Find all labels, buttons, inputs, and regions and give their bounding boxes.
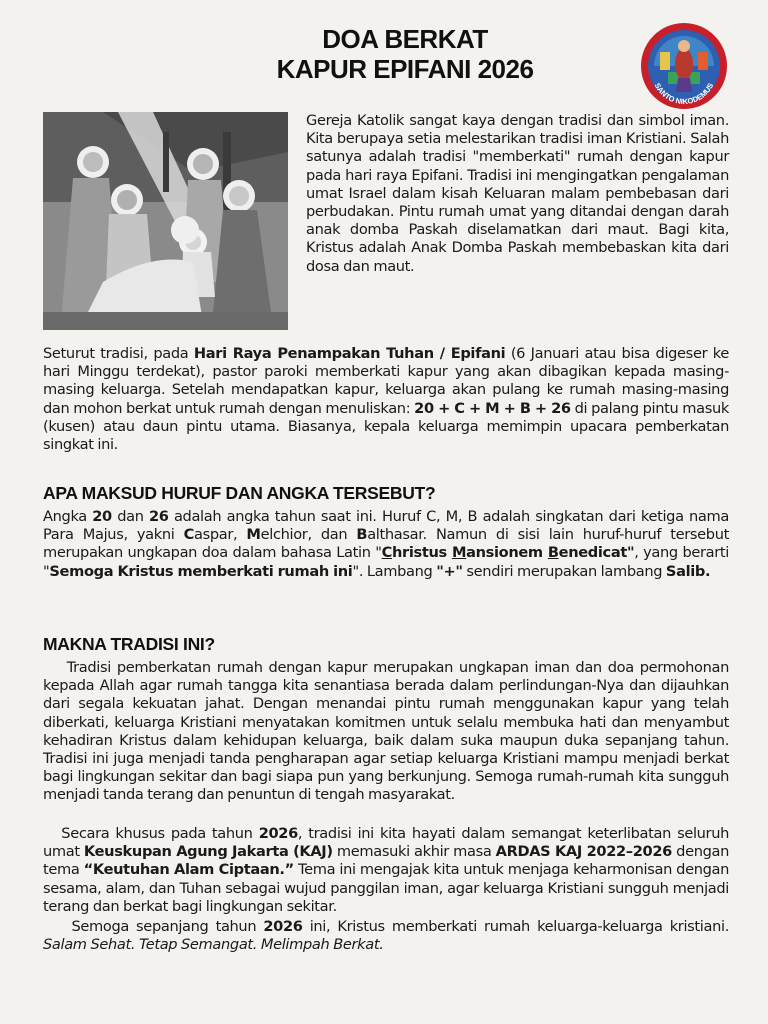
title-line-2: KAPUR EPIFANI 2026 (276, 54, 534, 84)
text-run: Angka (43, 508, 93, 525)
text-run: memasuki akhir masa (332, 843, 496, 861)
text-run: Secara khusus pada tahun (43, 825, 259, 842)
text-run: Salib. (665, 562, 711, 580)
section-heading-meaning-letters: APA MAKSUD HURUF DAN ANGKA TERSEBUT? (43, 483, 436, 503)
text-run: elchior, dan (260, 526, 357, 544)
text-run: adalah angka tahun saat ini. Huruf C, M, B adalah singkatan dari ketiga nama Para Majus, yakni (43, 508, 729, 544)
closing-paragraph (43, 918, 737, 954)
text-run: 20 (92, 508, 112, 525)
text-run: , tradisi ini kita hayati dalam semangat keterlibatan seluruh umat (43, 825, 733, 861)
text-run: M (246, 526, 261, 544)
text-run: 2026 (263, 918, 303, 935)
page-title (200, 24, 610, 84)
text-run: “Keutuhan Alam Ciptaan.” (83, 861, 294, 879)
intro-paragraph (306, 112, 729, 276)
logo-text: SANTO NIKODEMUS (652, 81, 716, 107)
text-run: althasar. Namun di sisi lain huruf-huruf tersebut merupakan ungkapan doa dalam bahasa Latin " (43, 526, 729, 562)
title-line-1: DOA BERKAT (322, 24, 488, 54)
text-run: M (451, 544, 467, 562)
parish-logo (640, 22, 728, 110)
text-run: 20 + C + M + B + 26 (414, 399, 571, 417)
text-run: dengan tema (43, 843, 733, 879)
text-run: aspar, (193, 526, 247, 544)
text-run: C (381, 544, 392, 562)
text-run: di palang pintu masuk (kusen) atau daun pintu utama. Biasanya, kepala keluarga memimpin upacara pemberkatan singkat ini. (43, 399, 729, 454)
text-run: hristus (391, 544, 452, 562)
text-run: B (356, 526, 368, 544)
text-run: Gereja Katolik sangat kaya dengan tradisi dan simbol iman. Kita berupaya setia melestarikan tradisi iman Kristiani. Salah satunya adalah tradisi "memberkati" rumah dengan kapur pada hari raya Epifani. Tradisi ini mengingatkan pengalaman umat Israel dalam kisah Keluaran malam pembebasan dari perbudakan. Pintu rumah umat yang ditandai dengan darah anak domba Paskah diselamatkan dari maut. Bagi kita, Kristus adalah Anak Domba Paskah membebaskan kita dari dosa dan maut. (306, 112, 729, 275)
text-run: dan (111, 508, 149, 525)
text-run: "+" (436, 562, 463, 580)
text-run: ARDAS KAJ 2022–2026 (495, 843, 672, 861)
text-run: sendiri merupakan lambang (462, 562, 666, 580)
text-run: 26 (148, 508, 169, 525)
text-run: Tema ini mengajak kita untuk menjaga keharmonisan dengan sesama, alam, dan Tuhan sebagai wujud panggilan iman, agar keluarga Kristiani sungguh menjadi terang dan berkat bagi lingkungan sekitar. (43, 861, 733, 915)
text-run: 2026 (258, 825, 298, 842)
text-run: ini, Kristus memberkati rumah keluarga-keluarga kristiani. (302, 918, 737, 935)
section-heading-meaning-tradition: MAKNA TRADISI INI? (43, 634, 215, 654)
text-run: enedicat" (558, 544, 635, 562)
text-run: , yang berarti " (43, 544, 729, 580)
letters-paragraph (43, 508, 729, 581)
text-run: (6 Januari atau bisa digeser ke hari Minggu terdekat), pastor paroki memberkati kapur yang akan dibagikan kepada masing-masing keluarga. Setelah mendapatkan kapur, keluarga akan pulang ke rumah masing-masing dan mohon berkat untuk rumah dengan menuliskan: (43, 345, 729, 417)
nativity-illustration (43, 112, 288, 330)
text-run: ansionem (466, 544, 548, 562)
tradition-paragraph (43, 345, 729, 454)
text-run: Tradisi pemberkatan rumah dengan kapur merupakan ungkapan iman dan doa permohonan kepada Allah agar rumah tangga kita senantiasa berada dalam perlindungan-Nya dan dijauhkan dari segala kekuatan jahat. Dengan menandai pintu rumah menggunakan kapur yang telah diberkati, keluarga Kristiani menyatakan komitmen untuk selalu membuka hati dan menyambut kehadiran Kristus dalam kehidupan keluarga, baik dalam suka maupun duka sepanjang tahun. Tradisi ini juga menjadi tanda pengharapan agar setiap keluarga Kristiani mampu menjadi berkat bagi lingkungan sekitar dan bagi siapa pun yang berkunjung. Semoga rumah-rumah kita sungguh menjadi tanda terang dan penuntun di tengah masyarakat. (43, 659, 733, 804)
text-run: C (183, 526, 194, 544)
tradition-meaning-paragraph-2 (43, 825, 733, 916)
text-run: Salam Sehat. Tetap Semangat. Melimpah Berkat. (43, 936, 384, 954)
text-run: Keuskupan Agung Jakarta (KAJ) (83, 843, 333, 861)
text-run: Seturut tradisi, pada (43, 345, 194, 362)
text-run: ". Lambang (352, 562, 437, 580)
text-run: Semoga Kristus memberkati rumah ini (49, 562, 353, 580)
text-run: B (547, 544, 559, 562)
text-run: Semoga sepanjang tahun (43, 918, 264, 935)
tradition-meaning-paragraph-1 (43, 659, 733, 805)
text-run: Hari Raya Penampakan Tuhan / Epifani (193, 345, 506, 362)
